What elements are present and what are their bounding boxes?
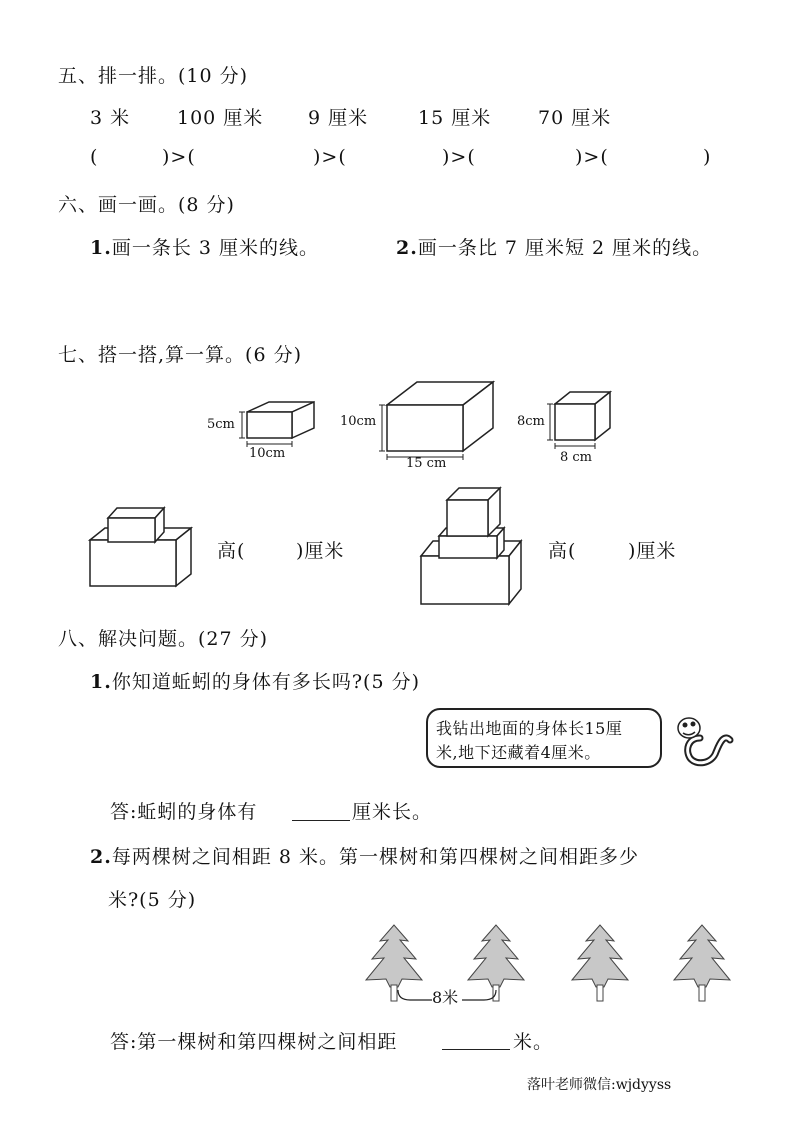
height-answer-2-prefix: 高(: [548, 540, 577, 562]
q-number: 1.: [90, 671, 112, 693]
q-text: 每两棵树之间相距 8 米。第一棵树和第四棵树之间相距多少: [111, 846, 640, 868]
bubble-line-2: 米,地下还藏着4厘米。: [436, 743, 601, 762]
section6-title: 六、画一画。(8 分): [58, 194, 235, 216]
stack-2-figure: [421, 488, 521, 604]
box-10x15-figure: [387, 382, 493, 451]
box2-height-label: 10cm: [340, 414, 377, 429]
order-paren-open: (: [90, 146, 99, 168]
tree-question-line-1: [90, 842, 639, 869]
height-answer-1-prefix: 高(: [217, 540, 246, 562]
box-8x8-figure: [555, 392, 610, 440]
box3-height-label: 8cm: [517, 414, 545, 429]
length-item-3: 9 厘米: [308, 107, 369, 129]
tree-icon-4: [674, 925, 730, 1001]
q-number: 2.: [396, 237, 418, 259]
order-sep-1: )>(: [162, 146, 196, 168]
worm-answer-blank[interactable]: [292, 820, 350, 821]
tree-answer-blank[interactable]: [442, 1049, 510, 1050]
order-sep-2: )>(: [313, 146, 347, 168]
height-answer-2-suffix: )厘米: [628, 540, 677, 562]
footer-contact: 落叶老师微信:wjdyyss: [527, 1077, 672, 1093]
order-paren-close: ): [703, 146, 712, 168]
box1-height-label: 5cm: [207, 417, 235, 432]
length-item-1: 3 米: [90, 107, 131, 129]
section7-title: 七、搭一搭,算一算。(6 分): [58, 344, 302, 366]
q-number: 1.: [90, 237, 112, 259]
tree-icon-2: [468, 925, 524, 1001]
tree-icon-3: [572, 925, 628, 1001]
order-sep-3: )>(: [442, 146, 476, 168]
q-text: 你知道蚯蚓的身体有多长吗?(5 分): [111, 671, 420, 693]
q-text: 画一条长 3 厘米的线。: [111, 237, 320, 259]
length-item-2: 100 厘米: [177, 107, 264, 129]
box2-width-label: 15 cm: [406, 456, 447, 471]
section8-title: 八、解决问题。(27 分): [58, 628, 269, 650]
tree-question-line-2: 米?(5 分): [108, 889, 197, 911]
speech-bubble: [426, 708, 662, 768]
section5-title: 五、排一排。(10 分): [58, 65, 249, 87]
stack-1-figure: [90, 508, 191, 586]
worm-answer-prefix: 答:蚯蚓的身体有: [110, 801, 258, 823]
order-sep-4: )>(: [575, 146, 609, 168]
box-5x10-figure: [247, 402, 314, 438]
box3-width-label: 8 cm: [560, 450, 593, 465]
tree-icon-1: [366, 925, 422, 1001]
bubble-line-1: 我钻出地面的身体长15厘: [436, 719, 623, 738]
worm-answer-suffix: 厘米长。: [352, 801, 433, 823]
q-text: 画一条比 7 厘米短 2 厘米的线。: [417, 237, 713, 259]
q-number: 2.: [90, 846, 112, 868]
tree-answer-prefix: 答:第一棵树和第四棵树之间相距: [110, 1031, 398, 1053]
worm-icon: [678, 718, 730, 763]
worm-question: [90, 667, 420, 694]
tree-answer-suffix: 米。: [513, 1031, 554, 1053]
length-item-4: 15 厘米: [418, 107, 492, 129]
height-answer-1-suffix: )厘米: [296, 540, 345, 562]
box1-width-label: 10cm: [249, 446, 286, 461]
length-item-5: 70 厘米: [538, 107, 612, 129]
tree-distance-label: 8米: [432, 988, 459, 1007]
